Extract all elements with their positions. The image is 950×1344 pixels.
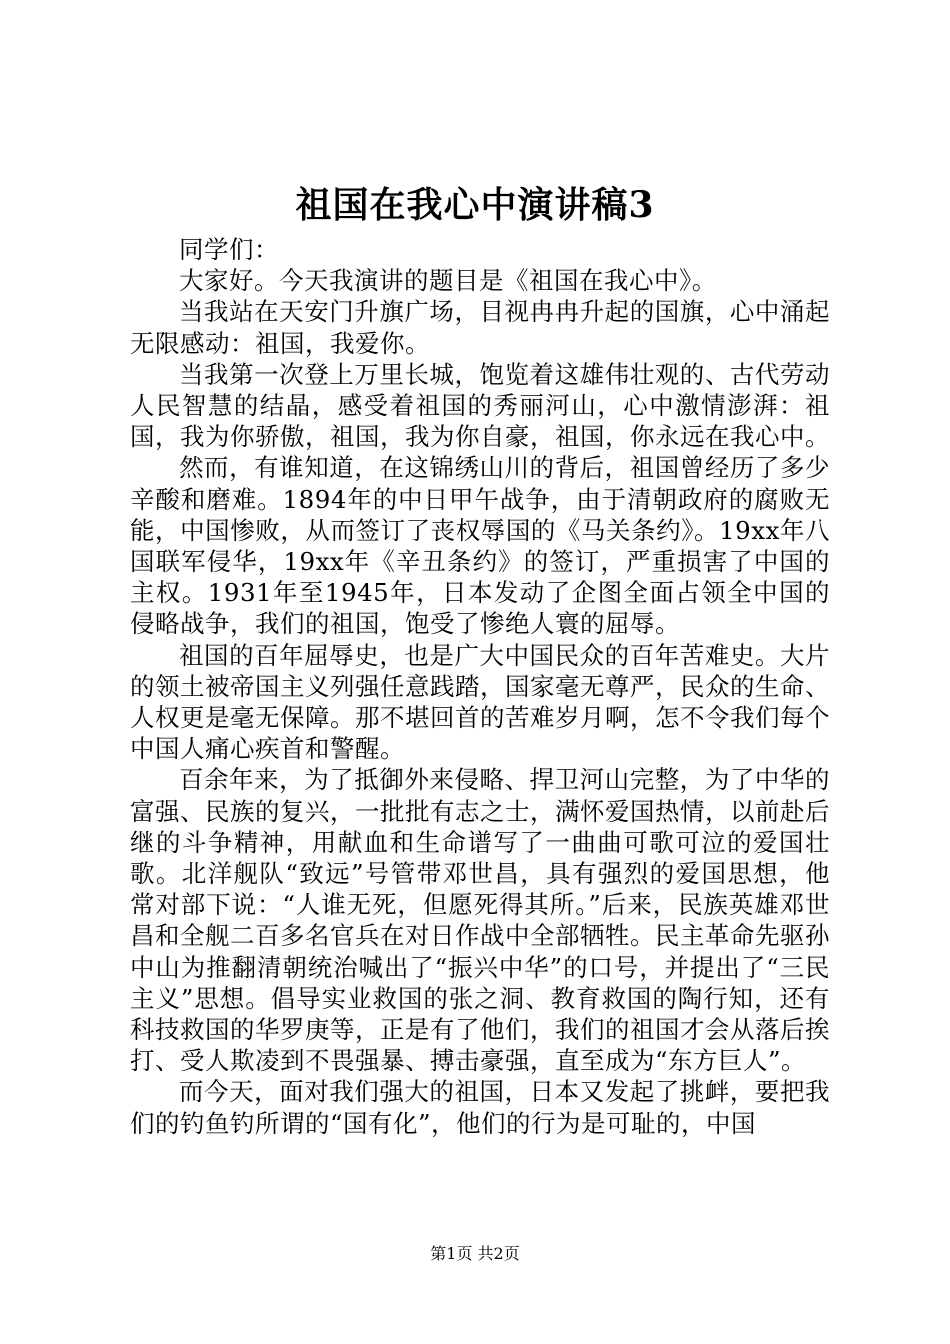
paragraph-intro: 大家好。今天我演讲的题目是《祖国在我心中》。 <box>179 266 717 296</box>
paragraph-tiananmen: 当我站在天安门升旗广场，目视冉冉升起的国旗，心中涌起无限感动：祖国，我爱你。 <box>130 297 830 358</box>
paragraph-patriots: 百余年来，为了抵御外来侵略、捍卫河山完整，为了中华的富强、民族的复兴，一批批有志之士，满怀爱国热情，以前赴后继的斗争精神，用献血和生命谱写了一曲曲可歌可泣的爱国壮歌。北洋舰队“致远”号管带邓世昌，具有强烈的爱国思想，他常对部下说：“人谁无死，但愿死得其所。”后来，民族英雄邓世昌和全舰二百多名官兵在对日作战中全部牺牲。民主革命先驱孙中山为推翻清朝统治喊出了“振兴中华”的口号，并提出了“三民主义”思想。倡导实业救国的张之洞、教育救国的陶行知，还有科技救国的华罗庚等，正是有了他们，我们的祖国才会从落后挨打、受人欺凌到不畏强暴、搏击豪强，直至成为“东方巨人”。 <box>130 765 830 1076</box>
paragraph-humiliation: 祖国的百年屈辱史，也是广大中国民众的百年苦难史。大片的领土被帝国主义列强任意践踏，国家毫无尊严，民众的生命、人权更是毫无保障。那不堪回首的苦难岁月啊，怎不令我们每个中国人痛心疾首和警醒。 <box>130 640 830 764</box>
paragraph-history: 然而，有谁知道，在这锦绣山川的背后，祖国曾经历了多少辛酸和磨难。1894年的中日甲午战争，由于清朝政府的腐败无能，中国惨败，从而签订了丧权辱国的《马关条约》。19xx年八国联军侵华，19xx年《辛丑条约》的签订，严重损害了中国的主权。1931年至1945年，日本发动了企图全面占领全中国的侵略战争，我们的祖国，饱受了惨绝人寰的屈辱。 <box>130 453 830 639</box>
paragraph-great-wall: 当我第一次登上万里长城，饱览着这雄伟壮观的、古代劳动人民智慧的结晶，感受着祖国的秀丽河山，心中激情澎湃：祖国，我为你骄傲，祖国，我为你自豪，祖国，你永远在我心中。 <box>130 359 830 452</box>
document-title: 祖国在我心中演讲稿3 <box>295 184 655 226</box>
paragraph-today: 而今天，面对我们强大的祖国，日本又发起了挑衅，要把我们的钓鱼钓所谓的“国有化”，他们的行为是可耻的，中国 <box>130 1077 830 1138</box>
paragraph-greeting: 同学们： <box>179 235 279 264</box>
document-body <box>130 234 830 1139</box>
page-number-footer: 第1页 共2页 <box>430 1244 520 1263</box>
